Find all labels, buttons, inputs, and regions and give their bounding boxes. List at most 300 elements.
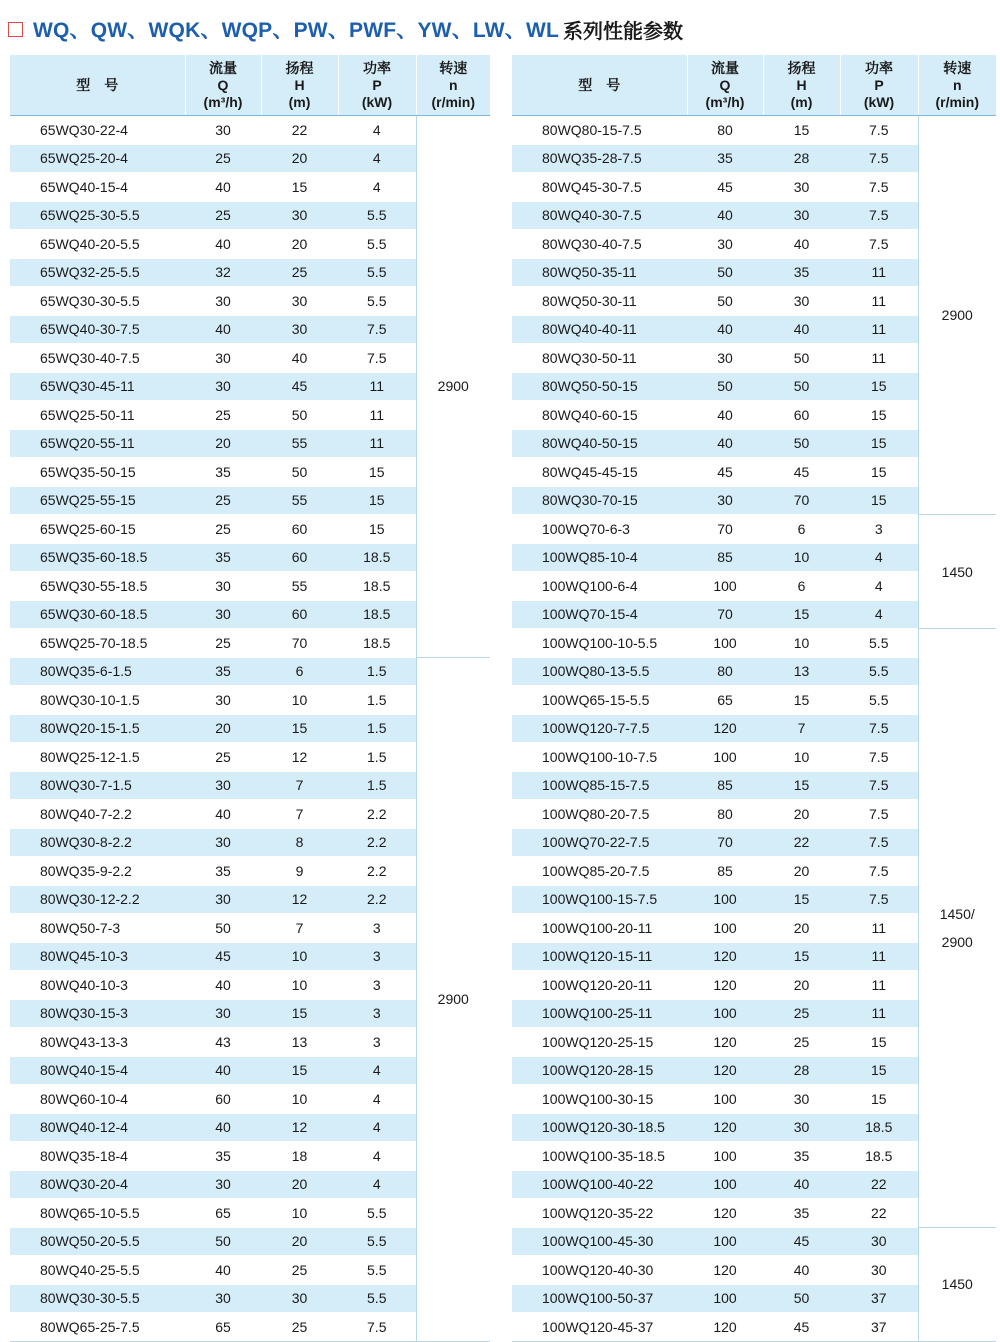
cell-head: 50	[261, 458, 338, 487]
cell-model: 80WQ40-10-3	[10, 971, 185, 1000]
cell-power: 7.5	[840, 771, 918, 800]
cell-power: 11	[840, 942, 918, 971]
cell-power: 22	[840, 1170, 918, 1199]
cell-speed	[918, 1227, 996, 1341]
cell-power: 5.5	[840, 657, 918, 686]
cell-power: 1.5	[338, 771, 416, 800]
cell-power: 15	[338, 486, 416, 515]
cell-power: 18.5	[840, 1113, 918, 1142]
cell-flow: 25	[185, 515, 261, 544]
cell-power: 18.5	[338, 629, 416, 658]
header-head: 扬程 H (m)	[261, 55, 338, 116]
cell-head: 22	[763, 828, 840, 857]
cell-flow: 50	[185, 914, 261, 943]
cell-model: 100WQ70-22-7.5	[512, 828, 687, 857]
cell-model: 80WQ35-18-4	[10, 1142, 185, 1171]
cell-model: 80WQ20-15-1.5	[10, 714, 185, 743]
cell-power: 30	[840, 1227, 918, 1256]
cell-power: 5.5	[338, 287, 416, 316]
cell-power: 15	[338, 458, 416, 487]
cell-head: 20	[261, 1227, 338, 1256]
cell-power: 5.5	[338, 230, 416, 259]
cell-power: 3	[338, 1028, 416, 1057]
cell-power: 30	[840, 1256, 918, 1285]
cell-flow: 70	[687, 515, 763, 544]
cell-power: 2.2	[338, 800, 416, 829]
cell-flow: 40	[687, 401, 763, 430]
cell-model: 100WQ100-40-22	[512, 1170, 687, 1199]
cell-power: 7.5	[840, 144, 918, 173]
cell-model: 80WQ45-30-7.5	[512, 173, 687, 202]
cell-model: 65WQ25-55-15	[10, 486, 185, 515]
cell-flow: 65	[185, 1313, 261, 1342]
cell-model: 65WQ35-50-15	[10, 458, 185, 487]
cell-head: 6	[763, 572, 840, 601]
cell-power: 5.5	[840, 686, 918, 715]
cell-flow: 30	[185, 828, 261, 857]
cell-flow: 25	[185, 629, 261, 658]
cell-head: 12	[261, 1113, 338, 1142]
cell-flow: 35	[185, 657, 261, 686]
cell-head: 28	[763, 144, 840, 173]
cell-head: 40	[763, 1256, 840, 1285]
cell-power: 2.2	[338, 857, 416, 886]
cell-head: 15	[261, 1056, 338, 1085]
cell-flow: 20	[185, 429, 261, 458]
cell-head: 7	[261, 914, 338, 943]
cell-flow: 40	[687, 429, 763, 458]
cell-flow: 100	[687, 1170, 763, 1199]
cell-flow: 35	[687, 144, 763, 173]
cell-model: 100WQ100-10-5.5	[512, 629, 687, 658]
cell-flow: 32	[185, 258, 261, 287]
cell-model: 100WQ100-15-7.5	[512, 885, 687, 914]
cell-power: 5.5	[338, 1199, 416, 1228]
cell-flow: 100	[687, 572, 763, 601]
cell-flow: 40	[185, 173, 261, 202]
speed-value: 2900	[941, 933, 973, 950]
cell-flow: 35	[185, 857, 261, 886]
cell-model: 100WQ85-20-7.5	[512, 857, 687, 886]
cell-flow: 85	[687, 857, 763, 886]
cell-model: 100WQ65-15-5.5	[512, 686, 687, 715]
cell-flow: 85	[687, 543, 763, 572]
cell-model: 65WQ25-30-5.5	[10, 201, 185, 230]
table-header-row	[10, 55, 490, 116]
cell-head: 70	[763, 486, 840, 515]
cell-flow: 30	[185, 116, 261, 145]
cell-model: 100WQ120-28-15	[512, 1056, 687, 1085]
speed-value: 2900	[941, 307, 973, 323]
header-flow: 流量 Q (m³/h)	[687, 55, 763, 116]
cell-flow: 40	[185, 1256, 261, 1285]
cell-speed	[918, 629, 996, 1228]
performance-table-right	[512, 55, 996, 1342]
cell-model: 100WQ120-7-7.5	[512, 714, 687, 743]
cell-power: 3	[338, 999, 416, 1028]
cell-flow: 25	[185, 201, 261, 230]
cell-head: 10	[763, 629, 840, 658]
cell-model: 80WQ40-60-15	[512, 401, 687, 430]
cell-flow: 120	[687, 1256, 763, 1285]
table-row	[512, 1227, 996, 1256]
cell-flow: 100	[687, 914, 763, 943]
cell-model: 65WQ32-25-5.5	[10, 258, 185, 287]
cell-head: 10	[261, 1199, 338, 1228]
cell-flow: 100	[687, 1085, 763, 1114]
cell-flow: 60	[185, 1085, 261, 1114]
cell-model: 80WQ40-40-11	[512, 315, 687, 344]
title-models: WQ、QW、WQK、WQP、PW、PWF、YW、LW、WL	[33, 19, 560, 42]
cell-model: 80WQ30-15-3	[10, 999, 185, 1028]
header-power: 功率 P (kW)	[840, 55, 918, 116]
cell-head: 7	[261, 771, 338, 800]
cell-flow: 40	[185, 1056, 261, 1085]
cell-model: 100WQ120-40-30	[512, 1256, 687, 1285]
cell-head: 20	[763, 800, 840, 829]
cell-model: 65WQ30-40-7.5	[10, 344, 185, 373]
cell-flow: 120	[687, 714, 763, 743]
cell-power: 18.5	[338, 572, 416, 601]
cell-model: 100WQ80-20-7.5	[512, 800, 687, 829]
cell-head: 45	[763, 458, 840, 487]
cell-flow: 50	[185, 1227, 261, 1256]
cell-head: 15	[261, 714, 338, 743]
cell-head: 30	[763, 1113, 840, 1142]
cell-power: 7.5	[840, 743, 918, 772]
cell-model: 80WQ40-7-2.2	[10, 800, 185, 829]
cell-power: 5.5	[338, 1227, 416, 1256]
header-model: 型 号	[10, 55, 185, 116]
cell-power: 7.5	[840, 828, 918, 857]
cell-model: 100WQ100-6-4	[512, 572, 687, 601]
cell-head: 40	[763, 315, 840, 344]
cell-model: 80WQ35-6-1.5	[10, 657, 185, 686]
cell-flow: 45	[687, 458, 763, 487]
cell-power: 4	[840, 572, 918, 601]
speed-value: 1450	[941, 1276, 973, 1292]
cell-model: 65WQ40-15-4	[10, 173, 185, 202]
cell-model: 100WQ70-15-4	[512, 600, 687, 629]
cell-model: 80WQ40-12-4	[10, 1113, 185, 1142]
cell-power: 11	[338, 429, 416, 458]
cell-flow: 40	[185, 800, 261, 829]
cell-head: 15	[261, 999, 338, 1028]
cell-power: 15	[840, 1085, 918, 1114]
cell-head: 8	[261, 828, 338, 857]
cell-flow: 120	[687, 942, 763, 971]
cell-power: 11	[840, 344, 918, 373]
cell-head: 45	[763, 1227, 840, 1256]
cell-model: 80WQ65-10-5.5	[10, 1199, 185, 1228]
cell-head: 12	[261, 743, 338, 772]
cell-model: 80WQ30-50-11	[512, 344, 687, 373]
cell-flow: 45	[687, 173, 763, 202]
cell-head: 6	[261, 657, 338, 686]
cell-head: 10	[763, 543, 840, 572]
page-title	[8, 12, 683, 46]
cell-power: 3	[338, 942, 416, 971]
cell-flow: 30	[185, 287, 261, 316]
cell-flow: 85	[687, 771, 763, 800]
cell-power: 37	[840, 1284, 918, 1313]
cell-power: 7.5	[840, 116, 918, 145]
title-suffix: 系列性能参数	[563, 18, 684, 43]
cell-power: 2.2	[338, 885, 416, 914]
cell-power: 11	[840, 971, 918, 1000]
cell-power: 5.5	[338, 201, 416, 230]
cell-power: 7.5	[338, 1313, 416, 1342]
cell-model: 80WQ80-15-7.5	[512, 116, 687, 145]
cell-flow: 30	[185, 1284, 261, 1313]
cell-model: 100WQ120-35-22	[512, 1199, 687, 1228]
cell-model: 80WQ25-12-1.5	[10, 743, 185, 772]
cell-model: 65WQ20-55-11	[10, 429, 185, 458]
cell-flow: 100	[687, 1227, 763, 1256]
cell-power: 15	[840, 486, 918, 515]
cell-head: 15	[261, 173, 338, 202]
table-row	[512, 116, 996, 145]
cell-head: 30	[763, 1085, 840, 1114]
cell-model: 80WQ30-8-2.2	[10, 828, 185, 857]
cell-flow: 43	[185, 1028, 261, 1057]
cell-flow: 30	[185, 885, 261, 914]
performance-table-left	[10, 55, 490, 1342]
cell-model: 80WQ30-20-4	[10, 1170, 185, 1199]
cell-flow: 30	[185, 372, 261, 401]
cell-flow: 45	[185, 942, 261, 971]
cell-head: 40	[261, 344, 338, 373]
cell-head: 10	[261, 686, 338, 715]
cell-flow: 40	[687, 201, 763, 230]
cell-head: 20	[261, 1170, 338, 1199]
table-row	[512, 629, 996, 658]
cell-power: 7.5	[840, 173, 918, 202]
cell-model: 65WQ25-70-18.5	[10, 629, 185, 658]
cell-model: 65WQ30-55-18.5	[10, 572, 185, 601]
cell-model: 65WQ30-60-18.5	[10, 600, 185, 629]
cell-power: 3	[338, 914, 416, 943]
cell-flow: 50	[687, 258, 763, 287]
cell-speed	[416, 116, 490, 658]
cell-head: 55	[261, 429, 338, 458]
cell-head: 30	[261, 287, 338, 316]
cell-model: 65WQ30-30-5.5	[10, 287, 185, 316]
cell-model: 100WQ120-20-11	[512, 971, 687, 1000]
cell-model: 65WQ30-22-4	[10, 116, 185, 145]
cell-flow: 40	[185, 971, 261, 1000]
cell-head: 50	[763, 372, 840, 401]
cell-flow: 100	[687, 999, 763, 1028]
speed-value: 2900	[437, 991, 469, 1007]
cell-power: 11	[338, 372, 416, 401]
cell-model: 80WQ65-25-7.5	[10, 1313, 185, 1342]
cell-head: 13	[763, 657, 840, 686]
cell-head: 13	[261, 1028, 338, 1057]
cell-head: 12	[261, 885, 338, 914]
cell-model: 80WQ30-30-5.5	[10, 1284, 185, 1313]
cell-head: 50	[763, 1284, 840, 1313]
cell-power: 22	[840, 1199, 918, 1228]
cell-flow: 80	[687, 657, 763, 686]
cell-power: 4	[338, 1142, 416, 1171]
cell-head: 40	[763, 1170, 840, 1199]
cell-flow: 25	[185, 486, 261, 515]
cell-head: 15	[763, 885, 840, 914]
cell-head: 60	[763, 401, 840, 430]
cell-model: 65WQ40-20-5.5	[10, 230, 185, 259]
cell-flow: 40	[185, 1113, 261, 1142]
cell-flow: 35	[185, 543, 261, 572]
cell-head: 60	[261, 515, 338, 544]
cell-power: 7.5	[840, 800, 918, 829]
cell-power: 4	[338, 1056, 416, 1085]
cell-flow: 100	[687, 1284, 763, 1313]
cell-power: 11	[840, 914, 918, 943]
cell-power: 18.5	[338, 600, 416, 629]
cell-power: 11	[840, 258, 918, 287]
cell-power: 11	[840, 315, 918, 344]
cell-head: 30	[763, 173, 840, 202]
cell-head: 25	[763, 999, 840, 1028]
cell-head: 55	[261, 572, 338, 601]
cell-power: 15	[338, 515, 416, 544]
cell-model: 80WQ50-50-15	[512, 372, 687, 401]
table-body-right	[512, 116, 996, 1342]
cell-flow: 65	[185, 1199, 261, 1228]
cell-flow: 30	[185, 686, 261, 715]
cell-flow: 120	[687, 1113, 763, 1142]
cell-flow: 30	[185, 600, 261, 629]
cell-model: 80WQ40-50-15	[512, 429, 687, 458]
cell-head: 45	[261, 372, 338, 401]
speed-value: 2900	[437, 378, 469, 395]
cell-head: 15	[763, 942, 840, 971]
cell-power: 2.2	[338, 828, 416, 857]
header-flow: 流量 Q (m³/h)	[185, 55, 261, 116]
cell-head: 10	[261, 942, 338, 971]
cell-flow: 120	[687, 1313, 763, 1342]
cell-power: 15	[840, 458, 918, 487]
cell-power: 7.5	[840, 857, 918, 886]
cell-head: 10	[261, 1085, 338, 1114]
cell-model: 80WQ50-35-11	[512, 258, 687, 287]
cell-flow: 20	[185, 714, 261, 743]
cell-model: 80WQ30-40-7.5	[512, 230, 687, 259]
cell-model: 100WQ80-13-5.5	[512, 657, 687, 686]
cell-model: 100WQ85-15-7.5	[512, 771, 687, 800]
cell-model: 80WQ30-70-15	[512, 486, 687, 515]
cell-head: 40	[763, 230, 840, 259]
cell-model: 100WQ100-25-11	[512, 999, 687, 1028]
cell-power: 4	[338, 144, 416, 173]
cell-head: 15	[763, 116, 840, 145]
cell-flow: 30	[185, 572, 261, 601]
cell-model: 100WQ120-25-15	[512, 1028, 687, 1057]
cell-head: 30	[763, 287, 840, 316]
cell-model: 80WQ40-15-4	[10, 1056, 185, 1085]
cell-head: 25	[261, 258, 338, 287]
cell-head: 15	[763, 771, 840, 800]
cell-flow: 35	[185, 1142, 261, 1171]
cell-model: 80WQ35-9-2.2	[10, 857, 185, 886]
cell-power: 15	[840, 1056, 918, 1085]
cell-head: 35	[763, 1142, 840, 1171]
cell-model: 100WQ85-10-4	[512, 543, 687, 572]
cell-model: 80WQ60-10-4	[10, 1085, 185, 1114]
cell-head: 30	[261, 1284, 338, 1313]
cell-power: 4	[338, 116, 416, 145]
cell-flow: 100	[687, 743, 763, 772]
cell-head: 30	[261, 201, 338, 230]
cell-flow: 30	[687, 344, 763, 373]
cell-power: 7.5	[840, 714, 918, 743]
cell-model: 80WQ35-28-7.5	[512, 144, 687, 173]
cell-flow: 50	[687, 372, 763, 401]
cell-flow: 30	[185, 344, 261, 373]
cell-flow: 30	[185, 771, 261, 800]
cell-flow: 25	[185, 401, 261, 430]
cell-head: 35	[763, 1199, 840, 1228]
cell-model: 80WQ43-13-3	[10, 1028, 185, 1057]
cell-power: 11	[840, 999, 918, 1028]
cell-model: 80WQ40-25-5.5	[10, 1256, 185, 1285]
cell-flow: 120	[687, 1056, 763, 1085]
cell-flow: 100	[687, 1142, 763, 1171]
table-row	[10, 116, 490, 145]
cell-model: 80WQ50-20-5.5	[10, 1227, 185, 1256]
cell-head: 20	[763, 971, 840, 1000]
cell-power: 3	[840, 515, 918, 544]
cell-model: 80WQ40-30-7.5	[512, 201, 687, 230]
cell-flow: 120	[687, 1028, 763, 1057]
cell-head: 7	[261, 800, 338, 829]
cell-model: 65WQ40-30-7.5	[10, 315, 185, 344]
cell-power: 5.5	[338, 1256, 416, 1285]
cell-power: 7.5	[338, 315, 416, 344]
cell-flow: 35	[185, 458, 261, 487]
cell-head: 50	[261, 401, 338, 430]
cell-model: 100WQ120-30-18.5	[512, 1113, 687, 1142]
cell-head: 22	[261, 116, 338, 145]
cell-flow: 40	[687, 315, 763, 344]
cell-model: 80WQ45-10-3	[10, 942, 185, 971]
table-row	[10, 657, 490, 686]
cell-flow: 80	[687, 800, 763, 829]
cell-flow: 30	[185, 999, 261, 1028]
cell-head: 15	[763, 686, 840, 715]
cell-model: 80WQ50-7-3	[10, 914, 185, 943]
header-model: 型 号	[512, 55, 687, 116]
cell-power: 11	[840, 287, 918, 316]
table-body-left	[10, 116, 490, 1342]
cell-model: 65WQ25-60-15	[10, 515, 185, 544]
cell-power: 7.5	[840, 201, 918, 230]
cell-power: 4	[840, 543, 918, 572]
cell-flow: 65	[687, 686, 763, 715]
cell-model: 80WQ30-10-1.5	[10, 686, 185, 715]
cell-model: 65WQ25-20-4	[10, 144, 185, 173]
cell-power: 18.5	[338, 543, 416, 572]
cell-head: 70	[261, 629, 338, 658]
cell-head: 50	[763, 344, 840, 373]
header-head: 扬程 H (m)	[763, 55, 840, 116]
cell-flow: 120	[687, 971, 763, 1000]
cell-power: 15	[840, 401, 918, 430]
cell-head: 20	[261, 230, 338, 259]
cell-power: 15	[840, 372, 918, 401]
cell-speed	[918, 515, 996, 629]
